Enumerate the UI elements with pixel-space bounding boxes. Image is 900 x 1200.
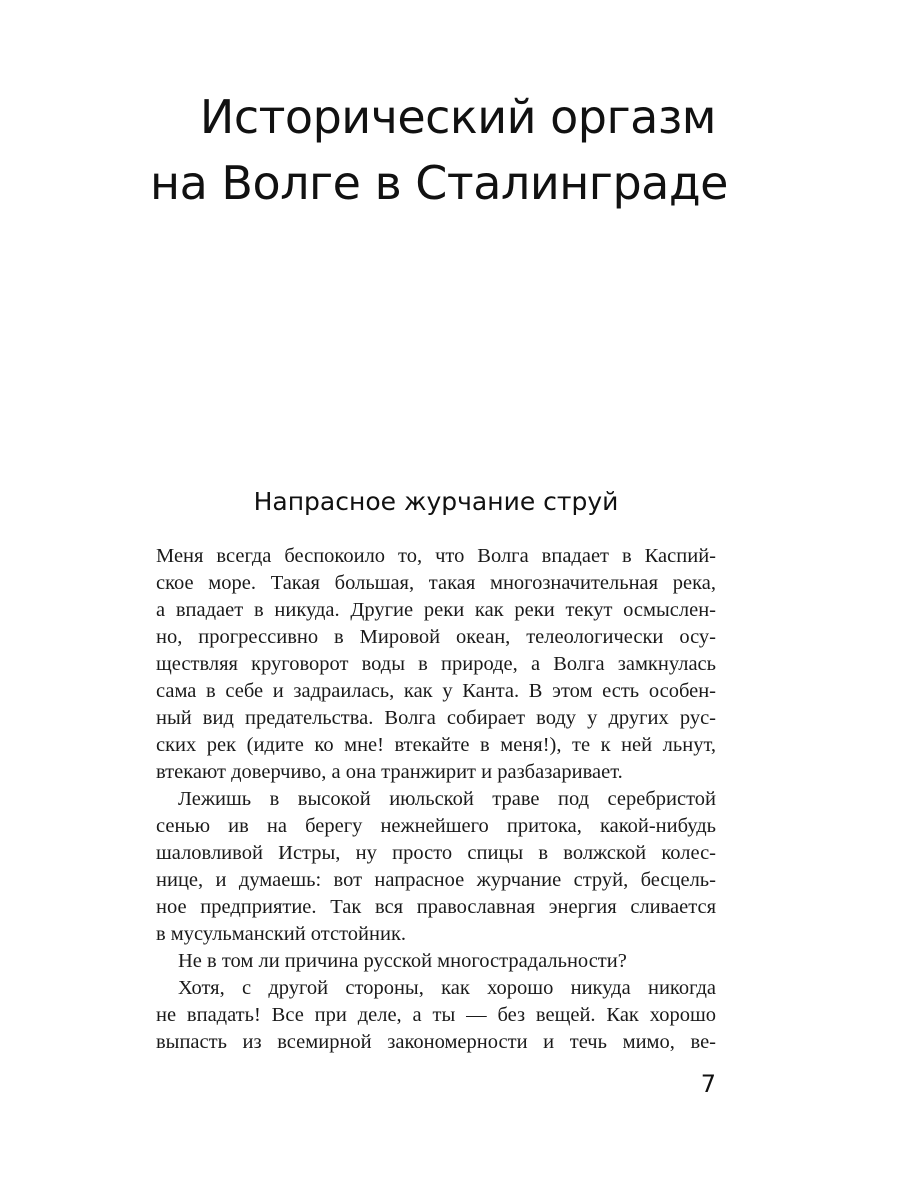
section-title: Напрасное журчание струй xyxy=(253,487,619,516)
text-line: ный вид предательства. Волга собирает воду у других рус- xyxy=(156,707,716,729)
text-line: Не в том ли причина русской многострадальности? xyxy=(178,950,627,972)
text-line: Меня всегда беспокоило то, что Волга впадает в Каспий- xyxy=(156,545,716,567)
body-text xyxy=(156,543,716,1056)
chapter-title-line: Исторический оргазм xyxy=(199,90,716,144)
text-line: ное предприятие. Так вся православная энергия сливается xyxy=(156,896,716,918)
text-line: ское море. Такая большая, такая многозначительная река, xyxy=(156,572,716,594)
text-line: нице, и думаешь: вот напрасное журчание струй, бесцель- xyxy=(156,869,716,891)
paragraph xyxy=(156,543,716,786)
text-line: Хотя, с другой стороны, как хорошо никуда никогда xyxy=(178,977,716,999)
text-line: а впадает в никуда. Другие реки как реки текут осмыслен- xyxy=(156,599,716,621)
text-line: втекают доверчиво, а она транжирит и разбазаривает. xyxy=(156,761,623,783)
paragraph xyxy=(156,975,716,1056)
paragraph xyxy=(156,786,716,948)
text-line: ских рек (идите ко мне! втекайте в меня!), те к ней льнут, xyxy=(156,734,716,756)
page-number: 7 xyxy=(700,1070,716,1098)
text-line: Лежишь в высокой июльской траве под серебристой xyxy=(178,788,716,810)
chapter-title-line: на Волге в Сталинграде xyxy=(150,156,728,210)
text-line: ществляя круговорот воды в природе, а Волга замкнулась xyxy=(156,653,716,675)
text-line: выпасть из всемирной закономерности и течь мимо, ве- xyxy=(156,1031,716,1053)
text-line: сенью ив на берегу нежнейшего притока, какой-нибудь xyxy=(156,815,716,837)
text-line: но, прогрессивно в Мировой океан, телеологически осу- xyxy=(156,626,716,648)
text-line: шаловливой Истры, ну просто спицы в волжской колес- xyxy=(156,842,716,864)
paragraph xyxy=(156,948,716,975)
chapter-title xyxy=(150,84,728,216)
text-line: в мусульманский отстойник. xyxy=(156,923,407,945)
text-line: сама в себе и задраилась, как у Канта. В этом есть особен- xyxy=(156,680,716,702)
text-line: не впадать! Все при деле, а ты — без вещей. Как хорошо xyxy=(156,1004,716,1026)
